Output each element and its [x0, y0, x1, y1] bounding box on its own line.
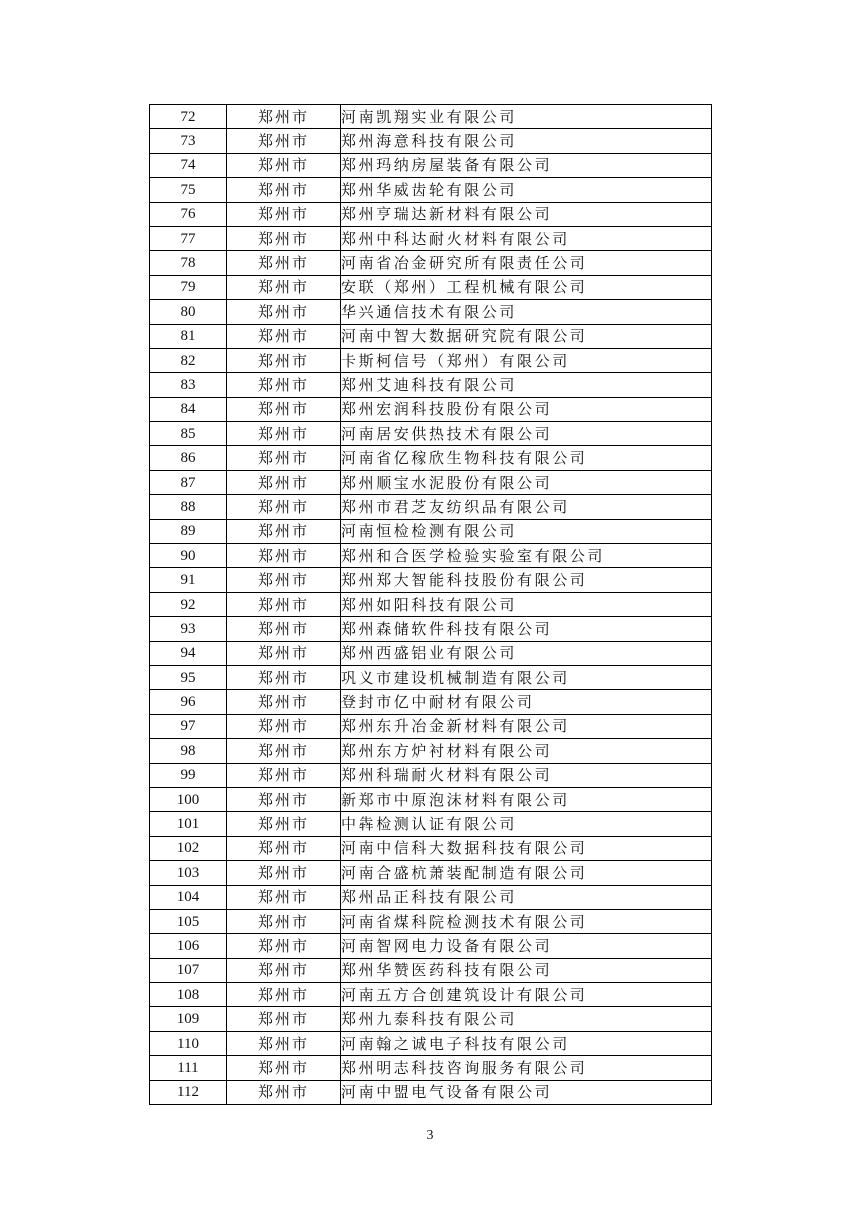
- company-name-cell: 河南智网电力设备有限公司: [341, 934, 712, 958]
- table-row: [150, 397, 712, 421]
- table-row: [150, 226, 712, 250]
- company-name-cell: 新郑市中原泡沫材料有限公司: [341, 787, 712, 811]
- city-cell: 郑州市: [227, 348, 341, 372]
- row-number-cell: 78: [150, 251, 227, 275]
- city-cell: 郑州市: [227, 617, 341, 641]
- table-row: [150, 105, 712, 129]
- company-name-cell: 郑州中科达耐火材料有限公司: [341, 226, 712, 250]
- city-cell: 郑州市: [227, 714, 341, 738]
- row-number-cell: 91: [150, 568, 227, 592]
- city-cell: 郑州市: [227, 739, 341, 763]
- row-number-cell: 80: [150, 300, 227, 324]
- city-cell: 郑州市: [227, 251, 341, 275]
- row-number-cell: 98: [150, 739, 227, 763]
- table-row: [150, 1056, 712, 1080]
- company-name-cell: 郑州和合医学检验实验室有限公司: [341, 544, 712, 568]
- company-name-cell: 郑州科瑞耐火材料有限公司: [341, 763, 712, 787]
- row-number-cell: 73: [150, 129, 227, 153]
- row-number-cell: 108: [150, 983, 227, 1007]
- company-name-cell: 卡斯柯信号（郑州）有限公司: [341, 348, 712, 372]
- company-name-cell: 郑州明志科技咨询服务有限公司: [341, 1056, 712, 1080]
- table-row: [150, 1080, 712, 1104]
- table-row: [150, 1031, 712, 1055]
- company-name-cell: 河南中盟电气设备有限公司: [341, 1080, 712, 1104]
- city-cell: 郑州市: [227, 373, 341, 397]
- company-name-cell: 登封市亿中耐材有限公司: [341, 690, 712, 714]
- table-row: [150, 373, 712, 397]
- city-cell: 郑州市: [227, 568, 341, 592]
- row-number-cell: 109: [150, 1007, 227, 1031]
- company-name-cell: 郑州九泰科技有限公司: [341, 1007, 712, 1031]
- city-cell: 郑州市: [227, 763, 341, 787]
- city-cell: 郑州市: [227, 909, 341, 933]
- row-number-cell: 75: [150, 178, 227, 202]
- company-name-cell: 郑州华威齿轮有限公司: [341, 178, 712, 202]
- city-cell: 郑州市: [227, 690, 341, 714]
- table-row: [150, 958, 712, 982]
- company-name-cell: 河南合盛杭萧装配制造有限公司: [341, 861, 712, 885]
- company-name-cell: 巩义市建设机械制造有限公司: [341, 665, 712, 689]
- company-name-cell: 郑州亨瑞达新材料有限公司: [341, 202, 712, 226]
- row-number-cell: 94: [150, 641, 227, 665]
- table-row: [150, 544, 712, 568]
- company-name-cell: 河南凯翔实业有限公司: [341, 105, 712, 129]
- company-list-table: [149, 104, 712, 1105]
- row-number-cell: 104: [150, 885, 227, 909]
- row-number-cell: 103: [150, 861, 227, 885]
- table-row: [150, 251, 712, 275]
- table-row: [150, 129, 712, 153]
- company-name-cell: 郑州玛纳房屋装备有限公司: [341, 153, 712, 177]
- city-cell: 郑州市: [227, 202, 341, 226]
- row-number-cell: 106: [150, 934, 227, 958]
- company-name-cell: 中犇检测认证有限公司: [341, 812, 712, 836]
- city-cell: 郑州市: [227, 495, 341, 519]
- city-cell: 郑州市: [227, 934, 341, 958]
- city-cell: 郑州市: [227, 1031, 341, 1055]
- row-number-cell: 100: [150, 787, 227, 811]
- row-number-cell: 88: [150, 495, 227, 519]
- company-name-cell: 河南中智大数据研究院有限公司: [341, 324, 712, 348]
- row-number-cell: 111: [150, 1056, 227, 1080]
- row-number-cell: 93: [150, 617, 227, 641]
- row-number-cell: 77: [150, 226, 227, 250]
- row-number-cell: 74: [150, 153, 227, 177]
- row-number-cell: 90: [150, 544, 227, 568]
- city-cell: 郑州市: [227, 787, 341, 811]
- company-name-cell: 郑州海意科技有限公司: [341, 129, 712, 153]
- company-name-cell: 郑州森储软件科技有限公司: [341, 617, 712, 641]
- row-number-cell: 97: [150, 714, 227, 738]
- city-cell: 郑州市: [227, 105, 341, 129]
- city-cell: 郑州市: [227, 275, 341, 299]
- company-name-cell: 郑州宏润科技股份有限公司: [341, 397, 712, 421]
- table-row: [150, 324, 712, 348]
- table-row: [150, 153, 712, 177]
- company-name-cell: 河南中信科大数据科技有限公司: [341, 836, 712, 860]
- row-number-cell: 92: [150, 592, 227, 616]
- company-name-cell: 郑州东升冶金新材料有限公司: [341, 714, 712, 738]
- row-number-cell: 112: [150, 1080, 227, 1104]
- table-row: [150, 641, 712, 665]
- company-name-cell: 郑州郑大智能科技股份有限公司: [341, 568, 712, 592]
- row-number-cell: 95: [150, 665, 227, 689]
- row-number-cell: 84: [150, 397, 227, 421]
- row-number-cell: 85: [150, 422, 227, 446]
- company-name-cell: 郑州西盛铝业有限公司: [341, 641, 712, 665]
- city-cell: 郑州市: [227, 153, 341, 177]
- row-number-cell: 72: [150, 105, 227, 129]
- city-cell: 郑州市: [227, 300, 341, 324]
- row-number-cell: 99: [150, 763, 227, 787]
- city-cell: 郑州市: [227, 861, 341, 885]
- company-name-cell: 河南省煤科院检测技术有限公司: [341, 909, 712, 933]
- table-row: [150, 934, 712, 958]
- city-cell: 郑州市: [227, 1056, 341, 1080]
- city-cell: 郑州市: [227, 324, 341, 348]
- row-number-cell: 102: [150, 836, 227, 860]
- row-number-cell: 107: [150, 958, 227, 982]
- city-cell: 郑州市: [227, 446, 341, 470]
- table-row: [150, 690, 712, 714]
- city-cell: 郑州市: [227, 470, 341, 494]
- city-cell: 郑州市: [227, 544, 341, 568]
- company-name-cell: 郑州顺宝水泥股份有限公司: [341, 470, 712, 494]
- city-cell: 郑州市: [227, 519, 341, 543]
- row-number-cell: 87: [150, 470, 227, 494]
- city-cell: 郑州市: [227, 885, 341, 909]
- table-row: [150, 983, 712, 1007]
- city-cell: 郑州市: [227, 812, 341, 836]
- table-row: [150, 617, 712, 641]
- table-row: [150, 592, 712, 616]
- table-row: [150, 763, 712, 787]
- table-row: [150, 519, 712, 543]
- table-row: [150, 422, 712, 446]
- table-row: [150, 836, 712, 860]
- table-row: [150, 348, 712, 372]
- company-name-cell: 郑州品正科技有限公司: [341, 885, 712, 909]
- city-cell: 郑州市: [227, 1007, 341, 1031]
- company-name-cell: 华兴通信技术有限公司: [341, 300, 712, 324]
- table-row: [150, 787, 712, 811]
- table-row: [150, 909, 712, 933]
- city-cell: 郑州市: [227, 836, 341, 860]
- company-name-cell: 郑州艾迪科技有限公司: [341, 373, 712, 397]
- table-row: [150, 861, 712, 885]
- table-row: [150, 178, 712, 202]
- city-cell: 郑州市: [227, 641, 341, 665]
- company-name-cell: 郑州华赞医药科技有限公司: [341, 958, 712, 982]
- company-name-cell: 安联（郑州）工程机械有限公司: [341, 275, 712, 299]
- city-cell: 郑州市: [227, 958, 341, 982]
- city-cell: 郑州市: [227, 592, 341, 616]
- page-number: 3: [426, 1128, 434, 1143]
- table-row: [150, 665, 712, 689]
- row-number-cell: 76: [150, 202, 227, 226]
- table-row: [150, 300, 712, 324]
- row-number-cell: 89: [150, 519, 227, 543]
- city-cell: 郑州市: [227, 665, 341, 689]
- company-name-cell: 河南居安供热技术有限公司: [341, 422, 712, 446]
- company-name-cell: 河南恒检检测有限公司: [341, 519, 712, 543]
- table-row: [150, 812, 712, 836]
- company-name-cell: 郑州东方炉衬材料有限公司: [341, 739, 712, 763]
- table-row: [150, 202, 712, 226]
- row-number-cell: 105: [150, 909, 227, 933]
- row-number-cell: 86: [150, 446, 227, 470]
- table-body: [150, 105, 712, 1105]
- row-number-cell: 82: [150, 348, 227, 372]
- table-row: [150, 568, 712, 592]
- table-row: [150, 470, 712, 494]
- row-number-cell: 83: [150, 373, 227, 397]
- city-cell: 郑州市: [227, 397, 341, 421]
- table-row: [150, 446, 712, 470]
- row-number-cell: 79: [150, 275, 227, 299]
- city-cell: 郑州市: [227, 129, 341, 153]
- city-cell: 郑州市: [227, 1080, 341, 1104]
- city-cell: 郑州市: [227, 422, 341, 446]
- table-row: [150, 1007, 712, 1031]
- row-number-cell: 110: [150, 1031, 227, 1055]
- company-name-cell: 河南翰之诚电子科技有限公司: [341, 1031, 712, 1055]
- city-cell: 郑州市: [227, 226, 341, 250]
- company-name-cell: 郑州如阳科技有限公司: [341, 592, 712, 616]
- company-name-cell: 河南省冶金研究所有限责任公司: [341, 251, 712, 275]
- city-cell: 郑州市: [227, 983, 341, 1007]
- table-row: [150, 714, 712, 738]
- row-number-cell: 96: [150, 690, 227, 714]
- table-row: [150, 495, 712, 519]
- company-name-cell: 河南省亿稼欣生物科技有限公司: [341, 446, 712, 470]
- table-row: [150, 739, 712, 763]
- city-cell: 郑州市: [227, 178, 341, 202]
- row-number-cell: 101: [150, 812, 227, 836]
- table-row: [150, 275, 712, 299]
- company-name-cell: 河南五方合创建筑设计有限公司: [341, 983, 712, 1007]
- row-number-cell: 81: [150, 324, 227, 348]
- table-row: [150, 885, 712, 909]
- company-name-cell: 郑州市君芝友纺织品有限公司: [341, 495, 712, 519]
